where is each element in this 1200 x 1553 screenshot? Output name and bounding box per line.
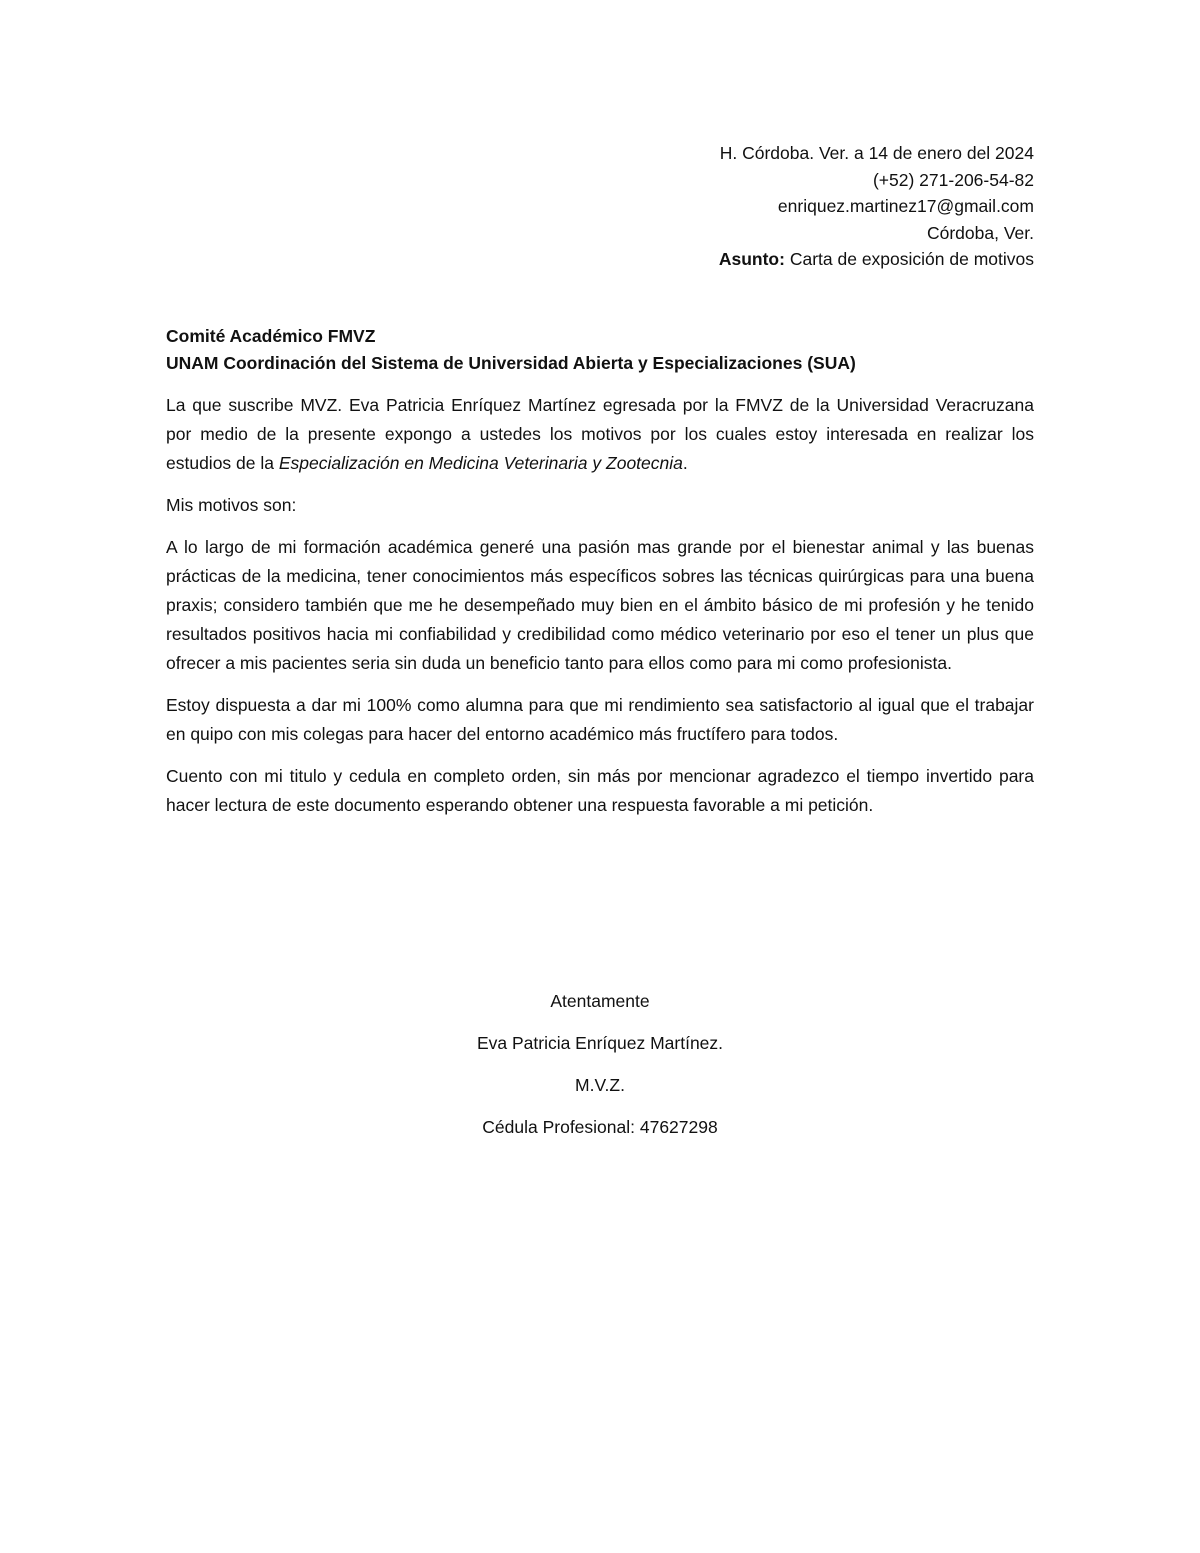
program-name: Especialización en Medicina Veterinaria y Zootecnia: [278, 453, 683, 473]
subject-value: Carta de exposición de motivos: [784, 249, 1034, 269]
city-line: Córdoba, Ver.: [926, 222, 1034, 243]
date-line: H. Córdoba. Ver. a 14 de enero del 2024: [719, 143, 1034, 163]
intro-paragraph: [166, 391, 1034, 478]
phone-number: (+52) 271-206-54-82: [872, 169, 1034, 190]
motives-label: Mis motivos son:: [166, 495, 297, 515]
professional-license: Cédula Profesional: 47627298: [482, 1117, 718, 1137]
addressee-line-2: UNAM Coordinación del Sistema de Universidad Abierta y Especializaciones (SUA): [166, 353, 856, 373]
letter-content: [166, 323, 1034, 833]
letter-header: [719, 140, 1034, 273]
signer-name: Eva Patricia Enríquez Martínez.: [476, 1033, 724, 1053]
signature-block: [0, 987, 1200, 1155]
paragraph-commitment: Estoy dispuesta a dar mi 100% como alumna para que mi rendimiento sea satisfactorio al igual que el trabajar en quipo con mis colegas para hacer del entorno académico más fructífero para todos.: [166, 695, 1034, 744]
salutation: Atentamente: [550, 991, 650, 1011]
paragraph-motives: A lo largo de mi formación académica generé una pasión mas grande por el bienestar animal y las buenas prácticas de la medicina, tener conocimientos más específicos sobres las técnicas quirúrgicas para una buena praxis; considero también que me he desempeñado muy bien en el ámbito básico de mi profesión y he tenido resultados positivos hacia mi confiabilidad y credibilidad como médico veterinario por eso el tener un plus que ofrecer a mis pacientes seria sin duda un beneficio tanto para ellos como para mi como profesionista.: [166, 537, 1034, 673]
paragraph-closing: Cuento con mi titulo y cedula en completo orden, sin más por mencionar agradezco el tiempo invertido para hacer lectura de este documento esperando obtener una respuesta favorable a mi petición.: [166, 766, 1034, 815]
subject-label: Asunto:: [718, 249, 785, 269]
addressee-block: [166, 323, 1034, 377]
email-address: enriquez.martinez17@gmail.com: [777, 196, 1034, 216]
signer-title: M.V.Z.: [575, 1075, 625, 1095]
intro-end: .: [682, 453, 688, 473]
subject-line: [719, 246, 1034, 273]
addressee-line-1: Comité Académico FMVZ: [166, 326, 376, 346]
intro-text: La que suscribe MVZ. Eva Patricia Enríquez Martínez egresada por la FMVZ de la Universidad Veracruzana por medio de la presente expongo a ustedes los motivos por los cuales estoy interesada en realizar los estudios de la: [166, 395, 1034, 473]
